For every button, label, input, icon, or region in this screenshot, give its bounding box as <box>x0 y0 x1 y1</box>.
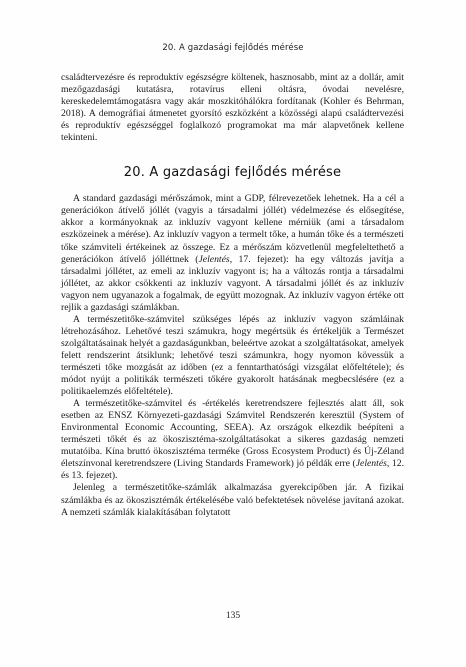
paragraph-1 <box>61 193 404 313</box>
paragraph-2: A természetitőke-számvitel szükséges lépés az inkluzív vagyon számláinak létrehozásához. Lehetővé teszi számukra, hogy megértsük és értékeljük a Természet szolgáltatásainak helyét a gazdaságunkban, beleértve azokat a szolgáltatásokat, amelyek felett rendszerint átsiklunk; lehetővé teszi számunkra, hogy nyomon kövessük a természeti tőke mozgását az időben (ez a fenntarthatósági vizsgálat előfeltétele); és módot nyújt a politikák természeti tőkére gyakorolt hatásának megbecslésére (ez a politikaelemzés előfeltétele). <box>61 313 404 398</box>
paragraph-3-text: A természetitőke-számvitel és -értékelés keretrendszere fejlesztés alatt áll, sok esetben az ENSZ Környezeti-gazdasági Számvitel Rendszerén keresztül (System of Environmental Economic Accounting, SEEA). Az országok elkezdik beépíteni a természeti tőkét és az ökoszisztéma-szolgáltatásokat a sikeres gazdaság nemzeti mutatóiba. Kína bruttó ökoszisztéma terméke (Gross Ecosystem Product) és Új-Zéland életszínvonal keretrendszere (Living Standards Framework) jó példák erre (Jelentés, 12. és 13. fejezet). <box>61 398 404 482</box>
paragraph-4: Jelenleg a természetitőke-számlák alkalmazása gyerekcipőben jár. A fizikai számlákba és az ökoszisztémák értékelésébe való befektetések növelése javítaná azokat. A nemzeti számlák kialakításában folytatott <box>61 482 404 518</box>
paragraph-continued: családtervezésre és reproduktív egészségre költenek, hasznosabb, mint az a dollár, amit mezőgazdasági kutatásra, rotavírus elleni oltásra, óvodai nevelésre, kereskedelemtámogatásra vagy akár moszkitóhálókra fordítanak (Kohler és Behrman, 2018). A demográfiai átmenetet gyorsító eszközként a közösségi alapú családtervezési és reproduktív egészséggel foglalkozó programokat ma már alapvetőnek kellene tekinteni. <box>61 72 404 144</box>
page-body <box>61 72 404 519</box>
paragraph-3 <box>61 398 404 482</box>
paragraph-1-text: A standard gazdasági mérőszámok, mint a GDP, félrevezetőek lehetnek. Ha a cél a generációkon átívelő jóllét (vagyis a társadalmi jóllét) védelmezése és elősegítése, akkor a kormányoknak az inkluzív vagyont kellene mérniük (ami a társadalom eszközeinek a mérése). Az inkluzív vagyon a termelt tőke, a humán tőke és a természeti tőke számviteli értékeinek az összege. Ez a mérőszám közvetlenül megfeleltethető a generációkon átívelő jólléttnek (Jelentés, 17. fejezet): ha egy változás javítja a társadalmi jóllétet, az emeli az inkluzív vagyont is; ha a változás rontja a társadalmi jóllétet, az akkor csökkenti az inkluzív vagyont. A társadalmi jóllét és az inkluzív vagyon nem ugyanazok a fogalmak, de együtt mozognak. Az inkluzív vagyon értéke ott rejlik a gazdasági számlákban. <box>61 193 404 313</box>
page-number: 135 <box>225 611 241 621</box>
running-head: 20. A gazdasági fejlődés mérése <box>162 43 304 53</box>
section-heading: 20. A gazdasági fejlődés mérése <box>123 165 342 181</box>
